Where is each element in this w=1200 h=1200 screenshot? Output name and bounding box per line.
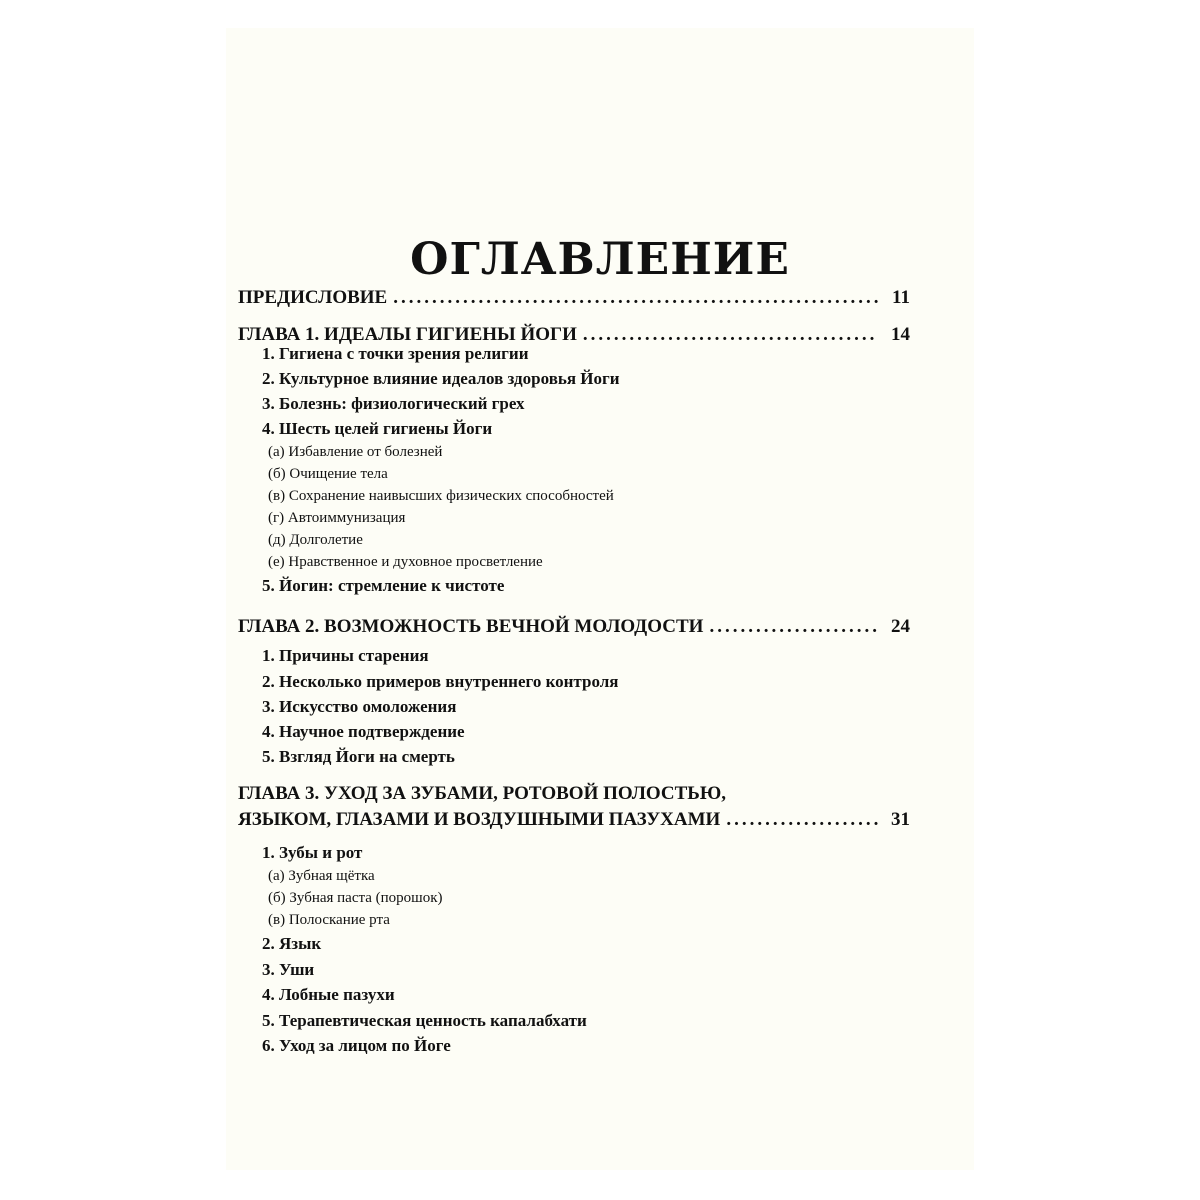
toc-section: 5. Взгляд Йоги на смерть (262, 747, 455, 766)
toc-section: 6. Уход за лицом по Йоге (262, 1036, 451, 1055)
toc-section: 2. Культурное влияние идеалов здоровья Йоги (262, 369, 620, 388)
toc-section: 4. Лобные пазухи (262, 985, 395, 1004)
toc-section: 2. Язык (262, 934, 322, 953)
toc-entry-chapter-2 (238, 614, 910, 640)
toc-section: 3. Искусство омоложения (262, 697, 457, 716)
toc-entry-label-line-1: ГЛАВА 3. УХОД ЗА ЗУБАМИ, РОТОВОЙ ПОЛОСТЬЮ, (238, 783, 726, 804)
toc-subsection: (в) Полоскание рта (268, 912, 390, 928)
toc-subsection: (б) Зубная паста (порошок) (268, 890, 443, 906)
dot-leader (726, 807, 878, 833)
toc-entry-preface (238, 285, 910, 311)
toc-section: 3. Болезнь: физиологический грех (262, 394, 525, 413)
toc-subsection: (е) Нравственное и духовное просветление (268, 554, 543, 570)
dot-leader (709, 614, 878, 640)
toc-section: 4. Научное подтверждение (262, 722, 465, 741)
toc-page-number: 31 (891, 809, 910, 830)
toc-page-number: 14 (891, 324, 910, 345)
toc-subsection: (г) Автоиммунизация (268, 510, 406, 526)
toc-page-number: 11 (892, 287, 910, 308)
toc-section: 1. Зубы и рот (262, 843, 363, 862)
toc-page-number: 24 (891, 616, 910, 637)
toc-section: 5. Терапевтическая ценность капалабхати (262, 1011, 587, 1030)
toc-entry-label: ГЛАВА 2. ВОЗМОЖНОСТЬ ВЕЧНОЙ МОЛОДОСТИ (238, 616, 704, 637)
toc-subsection: (д) Долголетие (268, 532, 363, 548)
dot-leader (393, 285, 878, 311)
toc-entry-label-line-2: ЯЗЫКОМ, ГЛАЗАМИ И ВОЗДУШНЫМИ ПАЗУХАМИ (238, 809, 721, 830)
toc-subsection: (в) Сохранение наивысших физических способностей (268, 488, 614, 504)
toc-section: 3. Уши (262, 960, 315, 979)
toc-entry-chapter-3 (238, 781, 910, 833)
toc-section: 1. Причины старения (262, 646, 429, 665)
toc-section: 5. Йогин: стремление к чистоте (262, 576, 505, 595)
toc-entry-label: ПРЕДИСЛОВИЕ (238, 287, 388, 308)
toc-subsection: (б) Очищение тела (268, 466, 388, 482)
toc-section: 2. Несколько примеров внутреннего контроля (262, 672, 619, 691)
toc-entry-label: ГЛАВА 1. ИДЕАЛЫ ГИГИЕНЫ ЙОГИ (238, 324, 577, 345)
toc-subsection: (а) Избавление от болезней (268, 444, 443, 460)
toc-section: 1. Гигиена с точки зрения религии (262, 344, 529, 363)
toc-section: 4. Шесть целей гигиены Йоги (262, 419, 493, 438)
page-title: ОГЛАВЛЕНИЕ (410, 234, 790, 285)
toc-subsection: (а) Зубная щётка (268, 868, 375, 884)
book-page (226, 28, 974, 1170)
